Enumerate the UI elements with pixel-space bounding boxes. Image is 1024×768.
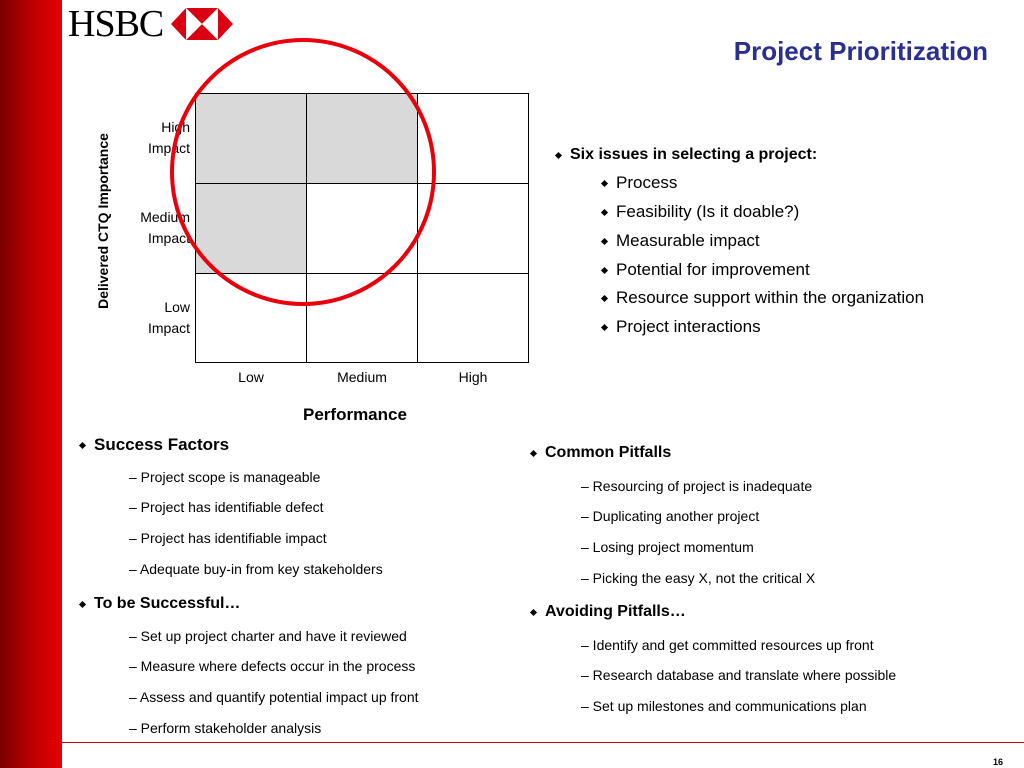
sidebar-band [0, 0, 62, 768]
row-label-line: High [161, 119, 190, 135]
bullet-diamond-icon [79, 600, 86, 607]
common-pitfalls-heading [531, 444, 671, 462]
item-text: Resource support within the organization [616, 288, 925, 307]
bullet-diamond-icon [530, 449, 537, 456]
list-item [602, 202, 799, 222]
list-item: – Identify and get committed resources up front [581, 637, 874, 653]
page-title: Project Prioritization [733, 36, 988, 66]
bullet-diamond-icon [601, 237, 608, 244]
six-issues-heading [556, 146, 817, 164]
heading-text: Success Factors [94, 435, 230, 454]
logo-text: HSBC [68, 3, 164, 45]
bullet-diamond-icon [555, 151, 562, 158]
row-label-low [110, 297, 190, 339]
column-label-high: High [458, 369, 488, 385]
bullet-diamond-icon [601, 179, 608, 186]
bullet-diamond-icon [601, 266, 608, 273]
matrix-cell-r2-c0 [195, 273, 307, 363]
bullet-diamond-icon [601, 208, 608, 215]
item-text: Project interactions [616, 317, 761, 336]
matrix-cell-r1-c2 [417, 183, 529, 274]
matrix-cell-r1-c1 [306, 183, 418, 274]
item-text: Measurable impact [616, 231, 760, 250]
list-item: – Project has identifiable defect [129, 499, 324, 515]
row-label-medium [110, 207, 190, 249]
list-item: – Assess and quantify potential impact up front [129, 689, 419, 705]
row-label-high [110, 117, 190, 159]
heading-text: Common Pitfalls [545, 444, 672, 461]
row-label-line: Impact [147, 320, 190, 336]
heading-text: Six issues in selecting a project: [570, 146, 818, 163]
matrix-cell-r0-c1 [306, 93, 418, 184]
list-item [602, 288, 924, 308]
y-axis-label: Delivered CTQ Importance [95, 133, 111, 309]
matrix-cell-r2-c2 [417, 273, 529, 363]
item-text: Process [616, 173, 678, 192]
list-item [602, 317, 761, 337]
list-item: – Project has identifiable impact [129, 530, 327, 546]
row-label-line: Low [164, 299, 190, 315]
bullet-diamond-icon [530, 608, 537, 615]
list-item: – Measure where defects occur in the process [129, 658, 416, 674]
footer-divider [62, 742, 1024, 743]
row-label-line: Impact [147, 230, 190, 246]
matrix-cell-r0-c2 [417, 93, 529, 184]
hsbc-hexagon-icon [171, 8, 233, 40]
list-item: – Resourcing of project is inadequate [581, 478, 813, 494]
item-text: Feasibility (Is it doable?) [616, 202, 800, 221]
list-item: – Research database and translate where possible [581, 667, 897, 683]
bullet-diamond-icon [601, 294, 608, 301]
to-be-successful-heading [80, 595, 240, 613]
row-label-line: Impact [147, 140, 190, 156]
matrix-cell-r1-c0 [195, 183, 307, 274]
list-item: – Set up milestones and communications plan [581, 698, 867, 714]
hsbc-logo [68, 2, 233, 46]
heading-text: To be Successful… [94, 595, 241, 612]
item-text: Potential for improvement [616, 260, 810, 279]
column-label-low: Low [238, 369, 264, 385]
x-axis-label: Performance [303, 405, 407, 424]
bullet-diamond-icon [601, 323, 608, 330]
list-item: – Picking the easy X, not the critical X [581, 570, 816, 586]
avoiding-pitfalls-heading [531, 603, 686, 621]
success-factors-heading [80, 435, 229, 455]
list-item: – Losing project momentum [581, 539, 754, 555]
list-item: – Set up project charter and have it reviewed [129, 628, 407, 644]
column-label-medium: Medium [337, 369, 387, 385]
list-item: – Adequate buy-in from key stakeholders [129, 561, 383, 577]
list-item [602, 260, 810, 280]
list-item: – Project scope is manageable [129, 469, 321, 485]
matrix-cell-r0-c0 [195, 93, 307, 184]
bullet-diamond-icon [79, 441, 86, 448]
row-label-line: Medium [140, 209, 190, 225]
page-number: 16 [992, 757, 1003, 767]
list-item: – Duplicating another project [581, 508, 760, 524]
heading-text: Avoiding Pitfalls… [545, 603, 686, 620]
priority-matrix [195, 93, 529, 363]
matrix-cell-r2-c1 [306, 273, 418, 363]
list-item [602, 231, 760, 251]
list-item: – Perform stakeholder analysis [129, 720, 322, 736]
list-item [602, 173, 677, 193]
